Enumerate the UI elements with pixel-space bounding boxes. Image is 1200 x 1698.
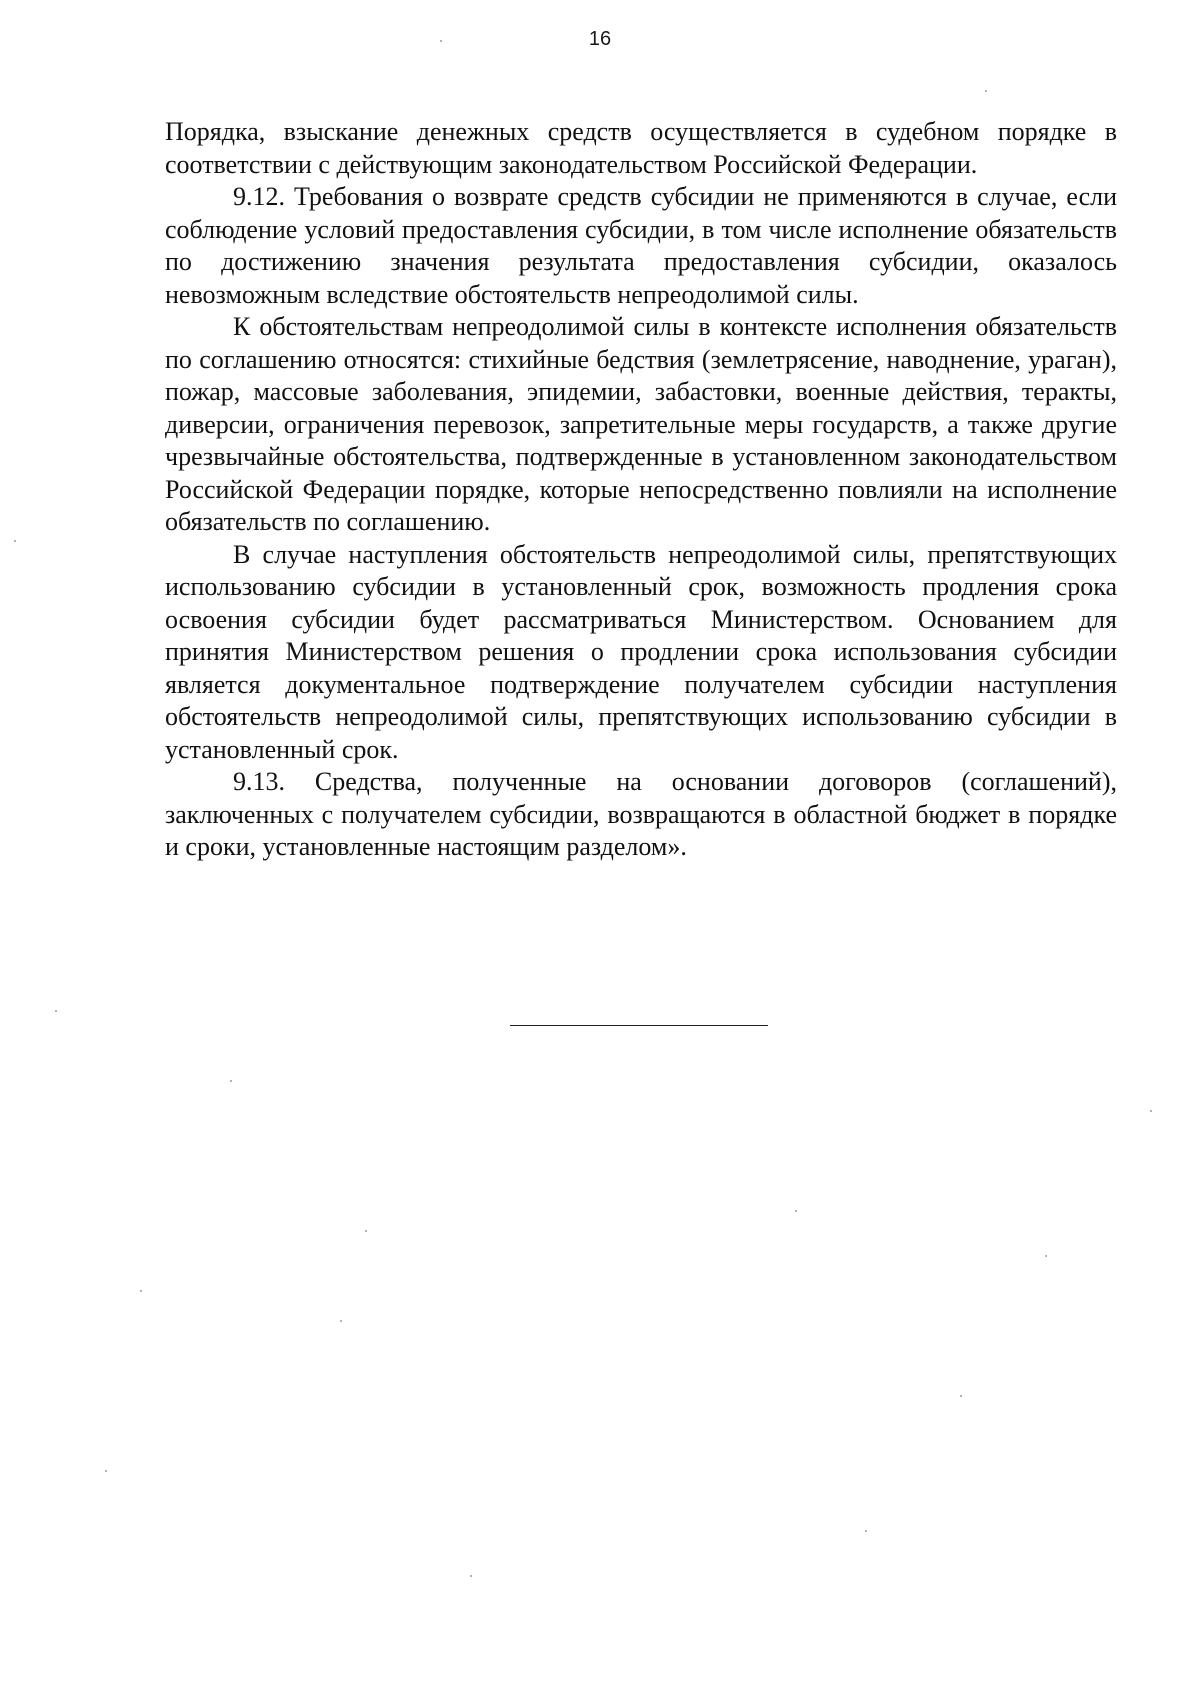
document-body <box>165 116 1117 864</box>
paragraph-9-12: 9.12. Требования о возврате средств субсидии не применяются в случае, если соблюдение условий предоставления субсидии, в том числе исполнение обязательств по достижению значения результата предоставления субсидии, оказалось невозможным вследствие обстоятельств непреодолимой силы. <box>165 182 1117 309</box>
scan-speck <box>440 40 442 42</box>
scan-speck <box>1150 1110 1152 1112</box>
scan-speck <box>55 1010 57 1012</box>
scan-speck <box>105 1470 107 1472</box>
paragraph-extension: В случае наступления обстоятельств непреодолимой силы, препятствующих использованию субсидии в установленный срок, возможность продления срока освоения субсидии будет рассматриваться Министерством. Основанием для принятия Министерством решения о продлении срока использования субсидии является документальное подтверждение получателем субсидии наступления обстоятельств непреодолимой силы, препятствующих использованию субсидии в установленный срок. <box>165 539 1117 764</box>
page-number: 16 <box>588 28 612 50</box>
paragraph-continuation: Порядка, взыскание денежных средств осуществляется в судебном порядке в соответствии с действующим законодательством Российской Федерации. <box>165 117 1117 179</box>
scan-speck <box>140 1290 142 1292</box>
scan-speck <box>795 1210 797 1212</box>
scan-speck <box>470 1575 472 1577</box>
end-of-text-rule <box>510 1025 768 1026</box>
scan-speck <box>960 1395 962 1397</box>
scan-speck <box>365 1230 367 1232</box>
scan-speck <box>1045 1255 1047 1257</box>
scan-speck <box>340 1320 342 1322</box>
paragraph-force-majeure-list: К обстоятельствам непреодолимой силы в контексте исполнения обязательств по соглашению относятся: стихийные бедствия (землетрясение, наводнение, ураган), пожар, массовые заболевания, эпидемии, забастовки, военные действия, теракты, диверсии, ограничения перевозок, запретительные меры государств, а также другие чрезвычайные обстоятельства, подтвержденные в установленном законодательством Российской Федерации порядке, которые непосредственно повлияли на исполнение обязательств по соглашению. <box>165 312 1117 536</box>
scan-speck <box>985 90 987 92</box>
scan-speck <box>865 1530 867 1532</box>
paragraph-9-13: 9.13. Средства, полученные на основании договоров (соглашений), заключенных с получателем субсидии, возвращаются в областной бюджет в порядке и сроки, установленные настоящим разделом». <box>165 767 1117 861</box>
scan-speck <box>230 1080 232 1082</box>
scan-speck <box>14 540 16 542</box>
